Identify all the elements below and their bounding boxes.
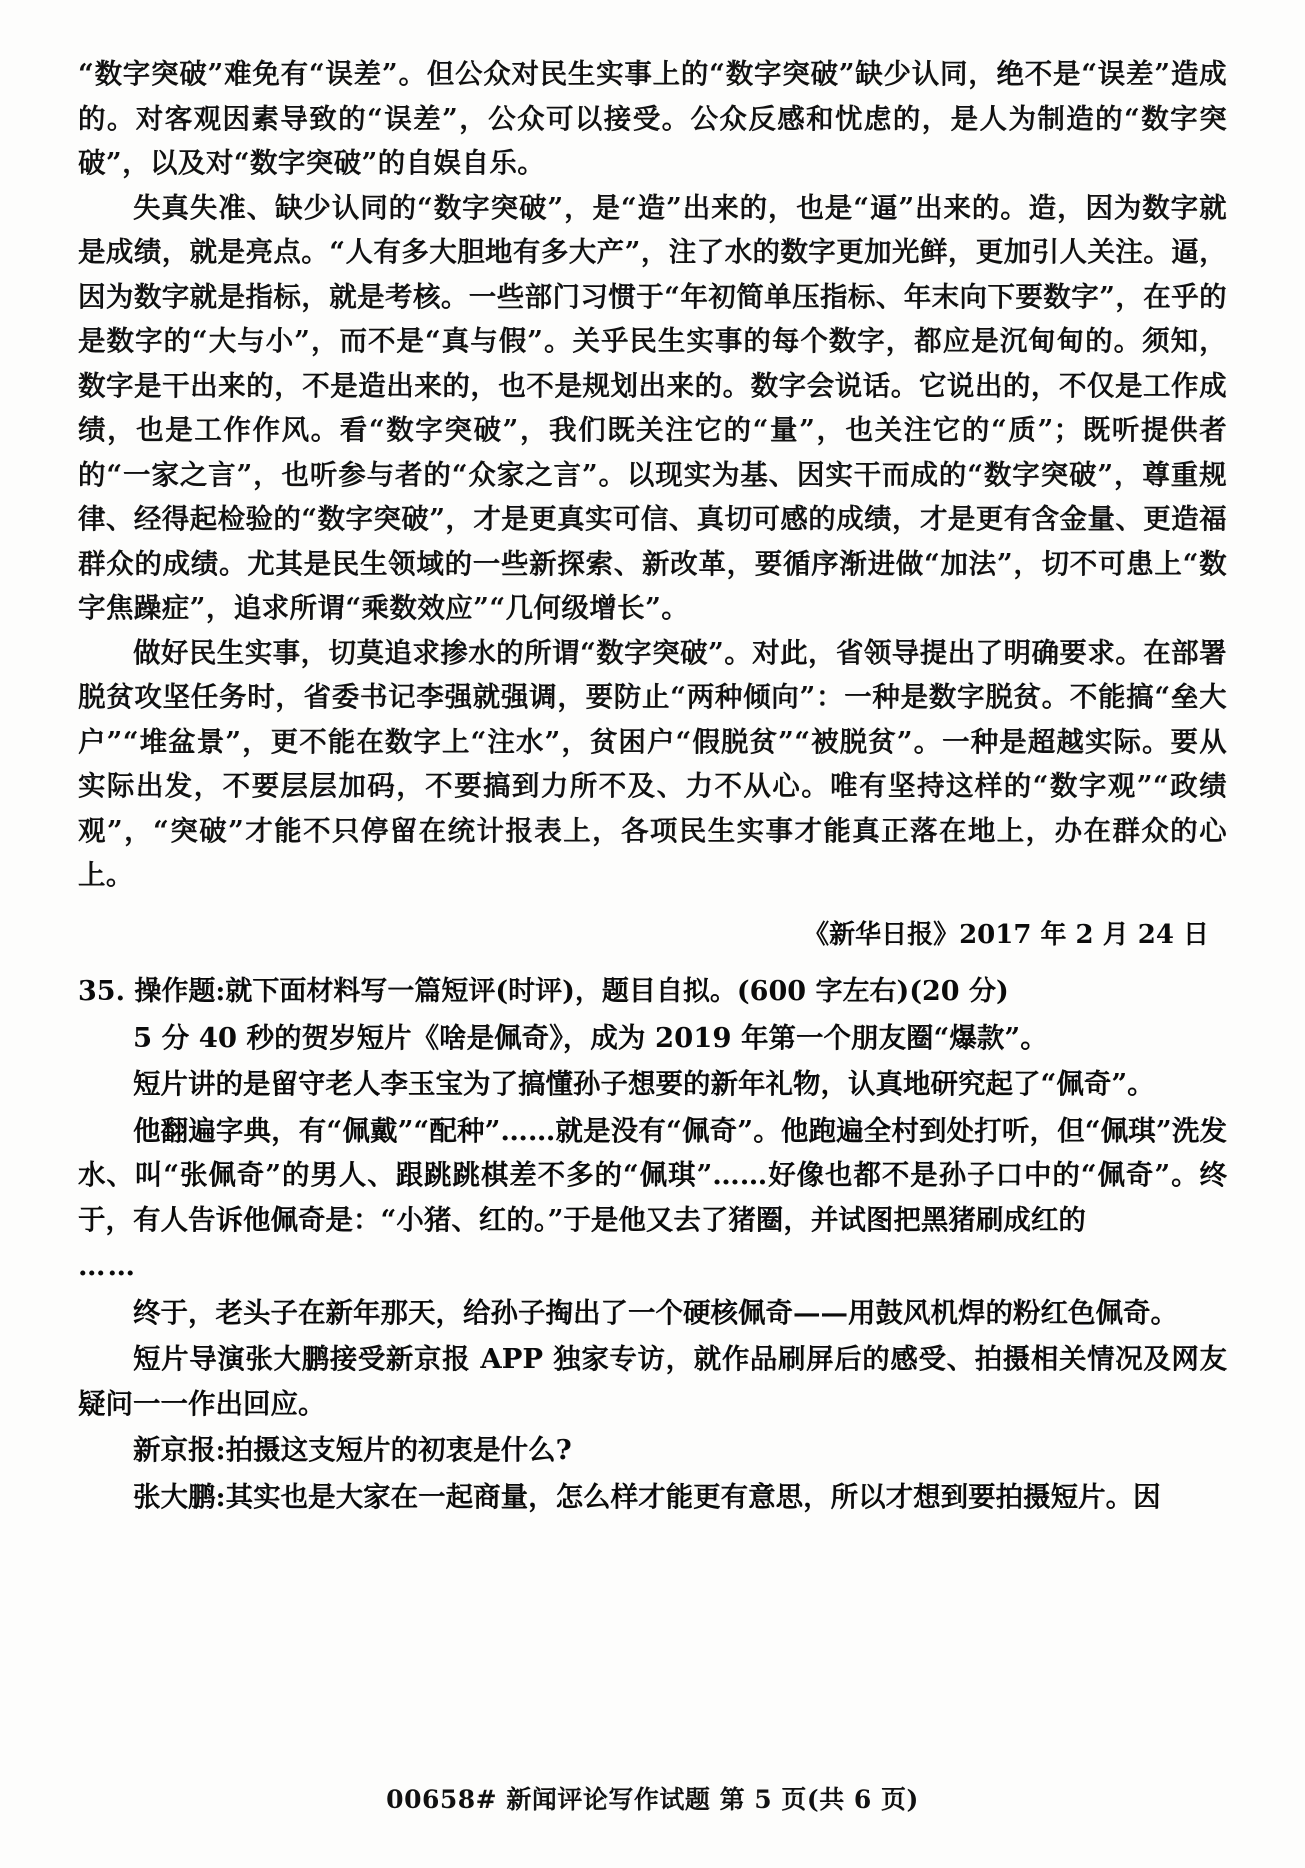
page-number: 第 5 页(共 6 页) [719,1785,919,1814]
material-interview-answer: 张大鹏:其实也是大家在一起商量，怎么样才能更有意思，所以才想到要拍摄短片。因 [133,1480,1161,1513]
material-paragraph-5: 短片导演张大鹏接受新京报 APP 独家专访，就作品刷屏后的感受、拍摄相关情况及网友疑问一一作出回应。 [78,1343,1227,1420]
material-paragraph-1: 5 分 40 秒的贺岁短片《啥是佩奇》，成为 2019 年第一个朋友圈“爆款”。 [133,1021,1048,1054]
article-paragraph-3: 做好民生实事，切莫追求掺水的所谓“数字突破”。对此，省领导提出了明确要求。在部署脱贫攻坚任务时，省委书记李强就强调，要防止“两种倾向”：一种是数字脱贫。不能搞“垒大户”“堆盆景”，更不能在数字上“注水”，贫困户“假脱贫”“被脱贫”。一种是超越实际。要从实际出发，不要层层加码，不要搞到力所不及、力不从心。唯有坚持这样的“数字观”“政绩观”，“突破”才能不只停留在统计报表上，各项民生实事才能真正落在地上，办在群众的心上。 [78,636,1227,891]
paper-code: 00658# [386,1785,498,1814]
article-source: 《新华日报》2017 年 2 月 24 日 [803,919,1209,950]
article-paragraph-1: “数字突破”难免有“误差”。但公众对民生实事上的“数字突破”缺少认同，绝不是“误差”造成的。对客观因素导致的“误差”，公众可以接受。公众反感和忧虑的，是人为制造的“数字突破”，以及对“数字突破”的自娱自乐。 [78,58,1227,179]
page-footer [0,1780,1305,1816]
material-interview-question: 新京报:拍摄这支短片的初衷是什么? [133,1434,572,1466]
paper-title: 新闻评论写作试题 [506,1785,711,1814]
article-body [78,52,1227,898]
material-body [78,1016,1227,1520]
material-paragraph-2: 短片讲的是留守老人李玉宝为了搞懂孙子想要的新年礼物，认真地研究起了“佩奇”。 [133,1068,1155,1100]
material-ellipsis: …… [78,1250,137,1282]
question-number: 35. [78,975,125,1007]
material-paragraph-3: 他翻遍字典，有“佩戴”“配种”……就是没有“佩奇”。他跑遍全村到处打听，但“佩琪”洗发水、叫“张佩奇”的男人、跟跳跳棋差不多的“佩琪”……好像也都不是孙子口中的“佩奇”。终于，有人告诉他佩奇是：“小猪、红的。”于是他又去了猪圈，并试图把黑猪刷成红的 [78,1114,1227,1236]
question-stem: 操作题:就下面材料写一篇短评(时评)，题目自拟。(600 字左右)(20 分) [134,975,1009,1007]
article-paragraph-2: 失真失准、缺少认同的“数字突破”，是“造”出来的，也是“逼”出来的。造，因为数字就是成绩，就是亮点。“人有多大胆地有多大产”，注了水的数字更加光鲜，更加引人关注。逼，因为数字就是指标，就是考核。一些部门习惯于“年初简单压指标、年末向下要数字”，在乎的是数字的“大与小”，而不是“真与假”。关乎民生实事的每个数字，都应是沉甸甸的。须知，数字是干出来的，不是造出来的，也不是规划出来的。数字会说话。它说出的，不仅是工作成绩，也是工作作风。看“数字突破”，我们既关注它的“量”，也关注它的“质”；既听提供者的“一家之言”，也听参与者的“众家之言”。以现实为基、因实干而成的“数字突破”，尊重规律、经得起检验的“数字突破”，才是更真实可信、真切可感的成绩，才是更有含金量、更造福群众的成绩。尤其是民生领域的一些新探索、新改革，要循序渐进做“加法”，切不可患上“数字焦躁症”，追求所谓“乘数效应”“几何级增长”。 [78,191,1227,624]
material-paragraph-4: 终于，老头子在新年那天，给孙子掏出了一个硬核佩奇——用鼓风机焊的粉红色佩奇。 [133,1296,1178,1329]
question-35 [78,970,1227,1014]
